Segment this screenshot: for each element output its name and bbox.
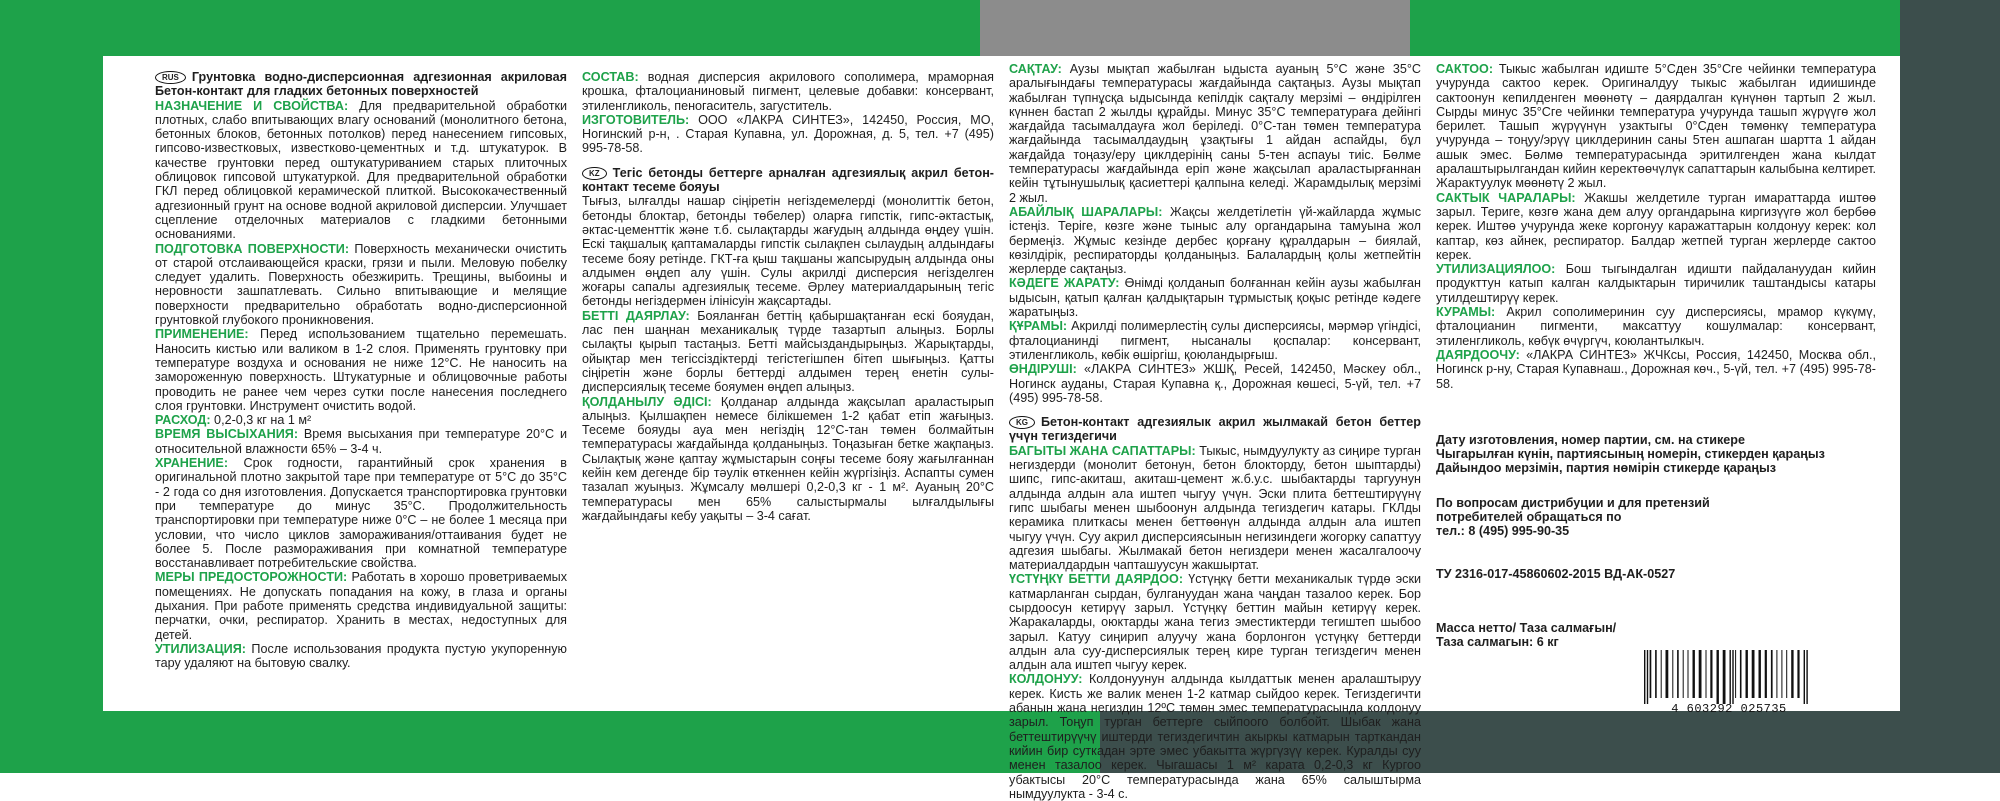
kz-sections-part2 — [1009, 62, 1421, 405]
barcode-bar — [1791, 650, 1793, 698]
section-text: Тыкыс жабылган идиште 5°Сден 35°Сге чейинки температура учурунда сактоо керек. Оригиналдуу тыкыс жабылган идиишинде сактоонун кепилденген мөөнөтү – даярдалган күнүнөн тартып 2 жыл. Сырды минус 35°Сге чейинки температура учурунда ташып жүрүүгө жол берилет. Ташып жүрүүнүн узактыгы 0°Сден төмөнкү температура учурунда – тоңуу/эрүү циклдеринин саны 5тен ашпаган шартта 1 айдан ашык эмес. Бөлмө температурасында эритилгенден жана кылдат аралаштырылгандан кийин керектөөчүлүк сапаттарын калыбына келтирет. Жарактуулук мөөнөтү 2 жыл. — [1436, 62, 1876, 191]
section-text: Акрил сополимеринин суу дисперсиясы, мрамор күкүмү, фталоцианин пигменти, максаттуу кошулмалар: консервант, этиленгликоль, көбүк өчүргүч, коюлантылкыч. — [1436, 305, 1876, 348]
column-kz — [582, 70, 994, 523]
barcode-image — [1640, 650, 1818, 704]
barcode-bar — [1647, 650, 1648, 704]
barcode-bar — [1786, 650, 1787, 698]
section-heading: САКТОО: — [1436, 62, 1494, 76]
column-rus — [155, 70, 567, 670]
text-section — [1009, 672, 1421, 801]
barcode-bar — [1688, 650, 1689, 698]
section-heading: УТИЛИЗАЦИЯЛОО: — [1436, 262, 1556, 277]
text-section — [1436, 348, 1876, 391]
bg-green-top-left — [0, 0, 980, 57]
text-section — [155, 99, 567, 242]
barcode-bar — [1730, 650, 1731, 704]
text-section — [1009, 444, 1421, 573]
section-heading: НАЗНАЧЕНИЕ И СВОЙСТВА: — [155, 98, 349, 113]
text-section — [155, 413, 567, 427]
text-section — [1009, 205, 1421, 276]
contact-line: По вопросам дистрибуции и для претензий — [1436, 495, 1710, 510]
date-note-line: Дайындоо мерзімін, партия нөмірін стикерде қараңыз — [1436, 461, 1777, 476]
barcode-bar — [1781, 650, 1782, 698]
section-text: ООО «ЛАКРА СИНТЕЗ», 142450, Россия, МО, Ногинский р-н, . Старая Купавна, ул. Дорожная, д. 5, тел. +7 (495) 995-78-58. — [582, 112, 994, 156]
kg-lang-badge: KG — [1009, 416, 1035, 429]
section-heading: МЕРЫ ПРЕДОСТОРОЖНОСТИ: — [155, 570, 348, 585]
kg-sections-part2 — [1436, 62, 1876, 391]
text-section — [1009, 362, 1421, 405]
text-section — [155, 242, 567, 328]
section-heading: АБАЙЛЫҚ ШАРАЛАРЫ: — [1009, 204, 1163, 219]
barcode-bar — [1765, 650, 1767, 698]
section-heading: ДАЯРДООЧУ: — [1436, 347, 1520, 362]
rus-lang-badge: RUS — [155, 71, 186, 84]
barcode-bar — [1776, 650, 1777, 698]
column-info — [1436, 62, 1876, 650]
kg-sections-part1 — [1009, 444, 1421, 801]
barcode-bar — [1650, 650, 1652, 698]
barcode-bar — [1797, 650, 1799, 698]
rus-title — [155, 70, 567, 99]
section-heading: ҚОЛДАНЫЛУ ӘДІСІ: — [582, 394, 712, 409]
bg-gray-top — [980, 0, 1410, 57]
section-heading: ПОДГОТОВКА ПОВЕРХНОСТИ: — [155, 241, 350, 256]
section-text: Бояланған беттің қабыршақтанған ескі бояудан, лас пен шаңнан механикалық түрде тазартып алыңыз. Борлы сылақты қырып тастаңыз. Бетті майсыздандырыңыз. Жарықтарды, ойықтар мен тегіссіздіктерді тегістегішпен бітеп шығыңыз. Қатты сіңіретін және борлы беттерді алдымен терең енетін сулы-дисперсиялық тесеме бояумен өңдеп алыңыз. — [582, 308, 994, 395]
barcode-number: 4 603292 025735 — [1671, 702, 1787, 716]
text-section — [582, 194, 994, 308]
net-weight-line: Масса нетто/ Таза салмағын/ — [1436, 620, 1617, 635]
barcode-bar — [1806, 650, 1807, 704]
tu-code: ТУ 2316-017-45860602-2015 ВД-АК-0527 — [1436, 566, 1676, 581]
section-text: Жакшы желдетиле турган имараттарда иштөө зарыл. Териге, көзгө жана дем алуу органдарына киргизүүгө жол бербөө керек. Иштөө учурунда жеке коргонуу каражаттарын колдонуу керек: кол каптар, көз айнек, респиратор. Балдар жетпей турган жерлерде сактоо керек. — [1436, 190, 1876, 262]
section-text: Аузы мықтап жабылған ыдыста ауаның 5°С және 35°С аралығындағы температурасы жағдайында сақтаңыз. Аузы мықтап жабылған түпнұсқа ыдысында кепілдік сақталу мерзімі – өндірілген күннен бастап 2 жылды құрайды. Минус 35°С температураға дейінгі жағдайда тасымалдауға жол беріледі. 0°С-тан төмен температура жағдайында тасымалдаудың ұзақтығы 1 айдан аспайды, бұл жағдайда тоңазу/еру циклдерінің саны 5-тен аспауы тиіс. Бөлме температурасы жағдайында еріп және жақсылап араластырғаннан кейін тұтынушылық қасиеттері қалпына келеді. Жарамдылық мерзімі 2 жыл. — [1009, 62, 1421, 205]
text-section — [582, 395, 994, 524]
text-section — [155, 427, 567, 456]
section-text: Өнімді қолданып болғаннан кейін аузы жабылған ыдысын, қатып қалған қалдықтарын тұрмыстық қоқыс ретінде кәдеге жаратыңыз. — [1009, 276, 1422, 320]
barcode-bar — [1752, 650, 1755, 698]
section-text: Үстүңкү бетти механикалык түрдө эски катмарланган сырдан, булгануудан жана чаңдан тазалоо керек. Бор сырдоосун кетирүү зарыл. Үстүңкү беттин майын кетирүү керек. Жаракаларды, оюктарды жана тегиз эместиктерди тегиштеп шыбоо зарыл. Катуу сиңирип алуучу жана борлонгон үстүңкү беттерди алдын ала суу-дисперсиялык терең кире турган тегиздегич менен алдын ала иштеп чыгуу керек. — [1009, 572, 1421, 673]
barcode-bar — [1746, 650, 1748, 698]
section-text: Бош тыгындалган идишти пайдалануудан кийин продукттун катып калган калдыктарын тиричилик таштандысы катары утилдештирүү керек. — [1436, 262, 1876, 305]
section-heading: ҮСТҮҢКҮ БЕТТИ ДАЯРДОО: — [1009, 572, 1184, 587]
section-heading: САКТЫК ЧАРАЛАРЫ: — [1436, 190, 1576, 205]
section-text: Қолданар алдында жақсылап араластырып алыңыз. Қылшақпен немесе білікшемен 1-2 қабат етіп жағыңыз. Тесеме бояуды ауа мен негіздің 12°С-тан төмен болмайтын температурасы жағдайында қолданыңыз. Тоңазыған бетке жақпаңыз. Сылақтық және қаптау жұмыстарын соңғы тесеме бояу жағылғаннан кейін кем дегенде бір тәулік өткеннен кейін жүргізіңіз. Аспапты сумен тазалап жуыңыз. Жұмсалу мөлшері 0,2-0,3 кг - 1 м². Ауаның 20°С температурасы мен 65% салыстырмалы ылғалдылығы жағдайындағы кебу уақыты – 3-4 сағат. — [582, 394, 994, 523]
kz-title-text: Тегіс бетонды беттерге арналған адгезиялық акрил бетон-контакт тесеме бояуы — [582, 165, 994, 195]
barcode-bar — [1706, 650, 1707, 698]
section-heading: РАСХОД: — [155, 413, 211, 428]
barcode-bar — [1683, 650, 1684, 698]
info-net-weight — [1436, 621, 1876, 650]
barcode-bar — [1672, 650, 1673, 698]
section-text: Работать в хорошо проветриваемых помещениях. Не допускать попадания на кожу, в глаза и органы дыхания. При работе применять средства индивидуальной защиты: перчатки, очки, респиратор. Хранить в местах, недоступных для детей. — [155, 570, 567, 642]
bg-dark-right — [1900, 0, 2000, 773]
text-section — [1436, 62, 1876, 191]
section-text: Для предварительной обработки плотных, слабо впитывающих влагу оснований (монолитного бетона, бетонных блоков, бетонных потолков) перед нанесением гипсовых, гипсово-известковых, известково-цементных и т.д. штукатурок. В качестве грунтовки перед оштукатуриванием старых плиточных облицовок гипсовой штукатуркой. Для предварительной обработки ГКЛ перед облицовкой керамической плиткой. Высококачественный адгезионный грунт на основе водной акриловой дисперсии. Улучшает сцепление отделочных материалов с гладкими бетонными основаниями. — [155, 98, 568, 242]
text-section — [582, 70, 994, 113]
barcode-bar — [1699, 650, 1702, 698]
date-note-line: Чыгарылған күнін, партиясының номерін, стикерден қараңыз — [1436, 447, 1825, 462]
section-text: водная дисперсия акрилового сополимера, мраморная крошка, фталоцианиновый пигмент, целевые добавки: консервант, этиленгликоль, пеногаситель, загуститель. — [582, 70, 994, 113]
section-text: «ЛАКРА СИНТЕЗ» ЖШҚ, Ресей, 142450, Мәскеу обл., Ногинск ауданы, Старая Купавна қ., Дорожная көшесі, 5-үй, тел. +7 (495) 995-78-58. — [1009, 362, 1421, 405]
barcode-bar — [1771, 650, 1773, 698]
section-text: Срок годности, гарантийный срок хранения в оригинальной плотно закрытой таре при температуре от 5°С до 35°С - 2 года со дня изготовления. Допускается транспортировка грунтовки при температуре до минус 35°С. Продолжительность транспортировки при температуре ниже 0°С – не более 1 месяца при условии, что число циклов замораживания/оттаивания будет не более 5. После размораживания при комнатной температуре восстанавливает потребительские свойства. — [155, 456, 567, 571]
barcode-bar — [1717, 650, 1719, 704]
rus-title-text: Грунтовка водно-дисперсионная адгезионная акриловая Бетон-контакт для гладких бетонных поверхностей — [155, 70, 567, 99]
section-text: 0,2-0,3 кг на 1 м² — [210, 413, 312, 428]
net-weight-line: Таза салмагын: 6 кг — [1436, 635, 1559, 650]
section-heading: ПРИМЕНЕНИЕ: — [155, 327, 249, 342]
kg-title-text: Бетон-контакт адгезиялык акрил жылмакай бетон беттер үчүн тегиздегичи — [1009, 415, 1421, 444]
section-heading: УТИЛИЗАЦИЯ: — [155, 641, 246, 656]
section-text: Время высыхания при температуре 20°С и относительной влажности 65% – 3-4 ч. — [155, 427, 568, 456]
barcode-bar — [1661, 650, 1662, 698]
section-heading: КОЛДОНУУ: — [1009, 672, 1083, 687]
barcode-bar — [1655, 650, 1657, 698]
barcode-bar — [1740, 650, 1742, 698]
barcode-bar — [1735, 650, 1736, 698]
section-text: Акрилді полимерлестің сулы дисперсиясы, мәрмәр үгіндісі, фталоцианинді пигмент, нысаналы қоспалар: консервант, этиленгликоль, көбік өшіргіш, қоюландырғыш. — [1009, 319, 1421, 362]
text-section — [582, 309, 994, 395]
text-section — [1009, 276, 1421, 319]
section-heading: ИЗГОТОВИТЕЛЬ: — [582, 112, 690, 127]
bg-green-bottom-left — [0, 711, 1100, 773]
barcode-bar — [1804, 650, 1805, 704]
barcode-bar — [1666, 650, 1669, 698]
kz-sections-part1 — [582, 194, 994, 523]
kg-title — [1009, 415, 1421, 444]
date-note-line: Дату изготовления, номер партии, см. на стикере — [1436, 432, 1746, 447]
text-section — [155, 642, 567, 671]
barcode-bar — [1644, 650, 1645, 704]
info-date-note — [1436, 433, 1876, 476]
contact-line: тел.: 8 (495) 995-90-35 — [1436, 524, 1570, 539]
bg-green-left — [0, 0, 104, 773]
text-section — [582, 113, 994, 156]
section-text: Тығыз, ылғалды нашар сіңіретін негіздемелерді (монолиттік бетон, бетонды блоктар, бетонды төбелер) оларға гипстік, гипс-әктастық, әктас-цементтік және т.б. сылақтарды жағудың алдында өңдеу үшін. Ескі тақшалық қаптамаларды гипстік сылақпен сылаудың алдындағы тесеме бояу ретінде. ГКТ-ға қыш тақшаны жапсырудың алдында оны алдымен өңдеп алу үшін. Сулы акрилді дисперсия негізделген жоғары сапалы адгезиялық тесеме. Әрлеу материалдарының тегіс бетонды негіздермен ілінісуін жақсартады. — [582, 194, 994, 309]
text-section — [155, 456, 567, 570]
section-heading: СОСТАВ: — [582, 70, 639, 84]
section-heading: ҚҰРАМЫ: — [1009, 319, 1068, 334]
kz-lang-badge: KZ — [582, 167, 607, 180]
section-heading: КУРАМЫ: — [1436, 305, 1496, 320]
section-heading: КӘДЕГЕ ЖАРАТУ: — [1009, 276, 1120, 291]
text-section — [155, 570, 567, 641]
text-section — [1009, 62, 1421, 205]
section-text: Перед использованием тщательно перемешать. Наносить кистью или валиком в 1-2 слоя. Применять грунтовку при температуре воздуха и основания не ниже 12°С. Не наносить на замороженную поверхность. Штукатурные и облицовочные работы проводить не ранее чем через сутки после нанесения последнего слоя грунтовки. Инструмент очистить водой. — [155, 327, 567, 413]
rus-composition — [582, 70, 994, 156]
barcode-bar — [1723, 650, 1726, 704]
section-text: Жақсы желдетілетін үй-жайларда жұмыс істеңіз. Теріге, көзге және тыныс алу органдарына тамуына жол бермеңіз. Жұмыс кезінде дербес қорғану құралдарын – биялай, көзілдірік, респираторды қолданыңыз. Балалардың қолы жетпейтін жерлерде сақтаңыз. — [1009, 204, 1421, 277]
barcode-bar — [1710, 650, 1712, 698]
section-heading: БЕТТІ ДАЯРЛАУ: — [582, 308, 690, 323]
section-heading: ӨНДІРУШІ: — [1009, 362, 1077, 377]
contact-line: потребителей обращаться по — [1436, 510, 1622, 525]
text-section — [1009, 572, 1421, 672]
section-heading: ХРАНЕНИЕ: — [155, 456, 229, 471]
rus-sections — [155, 99, 567, 671]
info-contact — [1436, 496, 1876, 539]
text-section — [1009, 319, 1421, 362]
kz-title — [582, 166, 994, 195]
section-text: Тыкыс, нымдуулукту аз сиңире турган негиздерди (монолит бетонун, бетон блокторду, бетон шыптарды) шипс, гипс-акиташ, акиташ-цемент ж.б.у.с. шыбактарды таргуунун алдында алдын ала иштеп чыгуу үчүн. Эски плита беттештирүүнү гипс шыбагы менен шыбоонун алдында тегиздегич катары. ГКЛды керамика плиткасы менен беттөөнүн алдында алдын ала иштеп чыгуу үчүн. Суу акрил дисперсиясынын негизиндеги жогорку сапаттуу адгезия шыбагы. Жылмакай бетон негиздери менен жасалгалоочу материалдардын чапташуусун жакшыртат. — [1009, 443, 1421, 573]
section-heading: САҚТАУ: — [1009, 62, 1062, 76]
section-text: «ЛАКРА СИНТЕЗ» ЖЧКсы, Россия, 142450, Москва обл., Ногинск р-ну, Старая Купавнаш., Дорожная көч., 5-үй, тел. +7 (495) 995-78-58. — [1436, 347, 1876, 391]
barcode-bar — [1677, 650, 1679, 698]
section-text: Колдонуунун алдында кылдаттык менен аралаштыруу керек. Кисть же валик менен 1-2 катмар сыйдоо керек. Тегиздегичти абанын жана негиздин 12ºС төмөн эмес температурасында колдонуу зарыл. Тоңуп турган беттерге сыйпоого болбойт. Шыбак жана беттештирүүчү иштерди тегиздегичтин акыркы катмарын тарткандан кийин бир суткадан эрте эмес убакытта жүргүзүү керек. Куралды суу менен тазалоо керек. Чыгашасы 1 м² карата 0,2-0,3 кг Кургоо убактысы 20°С температурасында жана 65% салыштырма нымдуулукта - 3-4 с. — [1009, 672, 1421, 801]
barcode-bar — [1759, 650, 1761, 698]
section-text: После использования продукта пустую укупоренную тару удаляют на бытовую свалку. — [155, 641, 567, 671]
text-section — [1436, 191, 1876, 262]
column-kg — [1009, 62, 1421, 801]
barcode-bar — [1693, 650, 1695, 698]
text-section — [1436, 305, 1876, 348]
section-heading: ВРЕМЯ ВЫСЫХАНИЯ: — [155, 427, 299, 442]
barcode-bar — [1732, 650, 1733, 704]
section-text: Поверхность механически очистить от старой отслаивающейся краски, грязи и пыли. Меловую побелку следует удалить. Поверхность обезжирить. Трещины, выбоины и неровности зашпатлевать. Сильно впитывающие и мелящие поверхности предварительно обработать водно-дисперсионной грунтовкой глубокого проникновения. — [155, 241, 567, 328]
text-section — [1436, 262, 1876, 305]
section-heading: БАГЫТЫ ЖАНА САПАТТАРЫ: — [1009, 443, 1196, 458]
text-section — [155, 327, 567, 413]
